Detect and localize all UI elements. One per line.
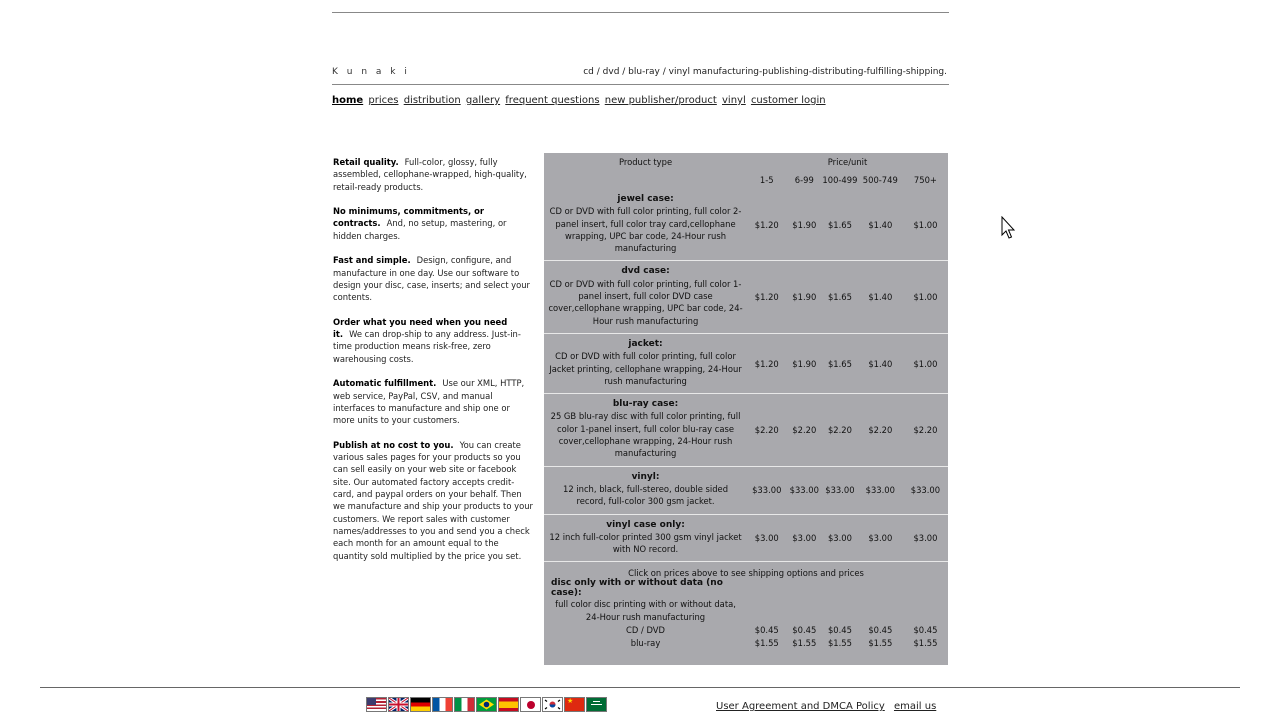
product-name: jacket: <box>628 338 663 349</box>
price-link[interactable]: $1.90 <box>792 219 817 230</box>
disc-only-desc-row <box>544 598 948 623</box>
product-description-cell <box>544 466 747 514</box>
tier-header: 100-499 <box>822 175 858 185</box>
click-note-row <box>544 562 948 579</box>
japan-flag-icon[interactable] <box>520 697 541 712</box>
disc-type-label: CD / DVD <box>626 624 665 635</box>
disc-only-desc: full color disc printing with or without data, 24-Hour rush manufacturing <box>555 599 736 622</box>
disc-only-row <box>544 623 948 637</box>
feature-item <box>333 254 533 303</box>
product-description: CD or DVD with full color printing, full color 2-panel insert, full color tray card,cellophane wrapping, UPC bar code, 24-Hour rush manufacturing <box>549 206 742 254</box>
feature-text: And, no setup, mastering, or hidden charges. <box>333 218 507 241</box>
price-link[interactable]: $0.45 <box>792 624 817 635</box>
feature-title: Order what you need when you need it. <box>333 316 508 340</box>
product-name: dvd case: <box>621 266 670 277</box>
site-tagline: cd / dvd / blu-ray / vinyl manufacturing-publishing-distributing-fulfilling-shipping. <box>583 67 947 77</box>
price-link[interactable]: $1.00 <box>913 358 938 369</box>
product-description-cell <box>544 394 747 466</box>
nav-frequent-questions[interactable]: frequent questions <box>505 95 600 106</box>
price-link[interactable]: $3.00 <box>868 532 893 543</box>
feature-text: We can drop-ship to any address. Just-in-time production means risk-free, zero warehousing costs. <box>333 329 521 364</box>
price-link[interactable]: $1.55 <box>792 638 817 649</box>
product-description-cell <box>544 189 747 261</box>
feature-title: Automatic fulfillment. <box>333 378 437 389</box>
feature-title: Retail quality. <box>333 157 399 167</box>
nav-distribution[interactable]: distribution <box>403 95 461 106</box>
product-type-header: Product type <box>618 156 673 167</box>
user-agreement-link[interactable]: User Agreement and DMCA Policy <box>716 701 885 712</box>
china-flag-icon[interactable]: ★ <box>564 697 585 712</box>
price-link[interactable]: $1.20 <box>754 358 779 369</box>
product-description-cell <box>544 514 747 562</box>
disc-type-label: blu-ray <box>630 638 661 649</box>
features-list <box>333 156 533 574</box>
price-link[interactable]: $33.00 <box>752 485 782 496</box>
italy-flag-icon[interactable] <box>454 697 475 712</box>
nav-vinyl[interactable]: vinyl <box>722 95 746 106</box>
brazil-flag-icon[interactable] <box>476 697 497 712</box>
product-row <box>544 189 948 261</box>
nav-new-publisher[interactable]: new publisher/product <box>604 95 717 106</box>
header-divider <box>332 84 949 85</box>
price-link[interactable]: $1.00 <box>913 292 938 303</box>
price-link[interactable]: $1.55 <box>913 638 938 649</box>
price-link[interactable]: $3.00 <box>754 532 779 543</box>
disc-only-title-row <box>544 578 948 598</box>
product-row <box>544 333 948 393</box>
email-us-link[interactable]: email us <box>893 701 937 712</box>
table-header-row <box>544 153 948 171</box>
feature-item <box>333 156 533 193</box>
price-table <box>544 153 948 650</box>
price-link[interactable]: $1.40 <box>868 292 893 303</box>
product-description: CD or DVD with full color printing, full color Jacket printing, cellophane wrapping, 24-Hour rush manufacturing <box>549 351 742 386</box>
germany-flag-icon[interactable] <box>410 697 431 712</box>
product-row <box>544 394 948 466</box>
price-link[interactable]: $1.20 <box>754 219 779 230</box>
saudi-flag-icon[interactable] <box>586 697 607 712</box>
feature-item <box>333 377 533 426</box>
click-note: Click on prices above to see shipping options and prices <box>628 568 864 579</box>
feature-title: Publish at no cost to you. <box>333 439 454 450</box>
price-link[interactable]: $33.00 <box>865 485 895 496</box>
tier-header: 500-749 <box>862 175 898 185</box>
product-row <box>544 466 948 514</box>
feature-item <box>333 316 533 365</box>
feature-text: Full-color, glossy, fully assembled, cellophane-wrapped, high-quality, retail-ready products. <box>333 157 527 192</box>
price-link[interactable]: $1.55 <box>827 638 852 649</box>
product-description: 25 GB blu-ray disc with full color printing, full color 1-panel insert, full color blu-ray case cover,cellophane wrapping, 24-Hour rush manufacturing <box>550 411 741 459</box>
price-link[interactable]: $3.00 <box>913 532 938 543</box>
price-link[interactable]: $2.20 <box>913 424 938 435</box>
price-link[interactable]: $1.00 <box>913 219 938 230</box>
product-rows <box>544 189 948 562</box>
price-link[interactable]: $2.20 <box>792 424 817 435</box>
spain-flag-icon[interactable] <box>498 697 519 712</box>
feature-text: You can create various sales pages for your products so you can sell easily on your web site or facebook site. Our automated factory accepts credit-card, and paypal orders on your behalf. Then we manufacture and ship your products to your customers. We report sales with customer names/addresses to you and send you a check each month for an amount equal to the quantity sold multiplied by the price you set. <box>333 439 533 561</box>
price-link[interactable]: $33.00 <box>910 485 941 496</box>
price-link[interactable]: $33.00 <box>825 485 855 496</box>
product-description: CD or DVD with full color printing, full color 1-panel insert, full color DVD case cover,cellophane wrapping, UPC bar code, 24-Hour rush manufacturing <box>548 278 743 326</box>
price-link[interactable]: $0.45 <box>913 624 938 635</box>
nav-prices[interactable]: prices <box>368 95 399 106</box>
feature-title: Fast and simple. <box>333 255 411 266</box>
tier-header: 750+ <box>913 175 937 185</box>
product-description: 12 inch full-color printed 300 gsm vinyl jacket with NO record. <box>549 531 742 555</box>
price-link[interactable]: $1.65 <box>827 358 852 369</box>
product-name: vinyl: <box>631 471 660 482</box>
product-row <box>544 261 948 333</box>
price-link[interactable]: $1.55 <box>868 638 893 649</box>
site-brand: K u n a k i <box>332 67 410 77</box>
mouse-cursor-icon <box>1001 216 1015 240</box>
product-name: blu-ray case: <box>612 399 679 410</box>
product-name: vinyl case only: <box>606 519 685 530</box>
feature-item <box>333 205 533 242</box>
price-link[interactable]: $1.55 <box>754 638 779 649</box>
feature-title: No minimums, commitments, or contracts. <box>333 206 484 229</box>
feature-item <box>333 439 533 562</box>
tier-header: 1-5 <box>759 175 774 185</box>
price-link[interactable]: $2.20 <box>868 424 893 435</box>
nav-customer-login[interactable]: customer login <box>750 95 826 106</box>
price-link[interactable]: $3.00 <box>792 532 817 543</box>
footer-links <box>716 701 942 712</box>
tier-header: 6-99 <box>794 175 814 185</box>
price-link[interactable]: $1.90 <box>792 358 817 369</box>
disc-only-row <box>544 637 948 651</box>
price-link[interactable]: $0.45 <box>868 624 893 635</box>
korea-flag-icon[interactable] <box>542 697 563 712</box>
product-description-cell <box>544 261 747 333</box>
price-link[interactable]: $1.65 <box>827 219 852 230</box>
price-link[interactable]: $1.40 <box>868 219 893 230</box>
nav-home[interactable]: home <box>332 95 364 106</box>
feature-text: Design, configure, and manufacture in one day. Use our software to design your disc, case, inserts; and select your contents. <box>333 255 530 303</box>
price-link[interactable]: $33.00 <box>789 485 819 496</box>
price-link[interactable]: $1.20 <box>754 292 779 303</box>
disc-only-title: disc only with or without data (no case): <box>551 578 723 599</box>
product-row <box>544 514 948 562</box>
language-flags <box>366 697 607 712</box>
feature-text: Use our XML, HTTP, web service, PayPal, CSV, and manual interfaces to manufacture and ship one or more units to your customers. <box>333 378 525 426</box>
price-link[interactable]: $3.00 <box>827 532 852 543</box>
product-description-cell <box>544 333 747 393</box>
us-flag-icon[interactable] <box>366 697 387 712</box>
price-link[interactable]: $1.40 <box>868 358 893 369</box>
product-description: 12 inch, black, full-stereo, double sided record, full-color 300 gsm jacket. <box>563 483 729 507</box>
uk-flag-icon[interactable] <box>388 697 409 712</box>
france-flag-icon[interactable] <box>432 697 453 712</box>
nav-gallery[interactable]: gallery <box>465 95 501 106</box>
tier-header-row <box>544 171 948 189</box>
price-link[interactable]: $0.45 <box>754 624 779 635</box>
price-link[interactable]: $2.20 <box>754 424 779 435</box>
price-table-panel <box>544 153 948 665</box>
top-divider <box>332 12 949 13</box>
price-link[interactable]: $1.90 <box>792 292 817 303</box>
main-nav <box>332 95 828 106</box>
price-unit-header: Price/unit <box>827 157 868 167</box>
footer-divider <box>40 687 1240 688</box>
product-name: jewel case: <box>617 194 674 204</box>
price-link[interactable]: $1.65 <box>827 292 852 303</box>
disc-only-rows <box>544 623 948 650</box>
price-link[interactable]: $0.45 <box>827 624 852 635</box>
price-link[interactable]: $2.20 <box>827 424 852 435</box>
